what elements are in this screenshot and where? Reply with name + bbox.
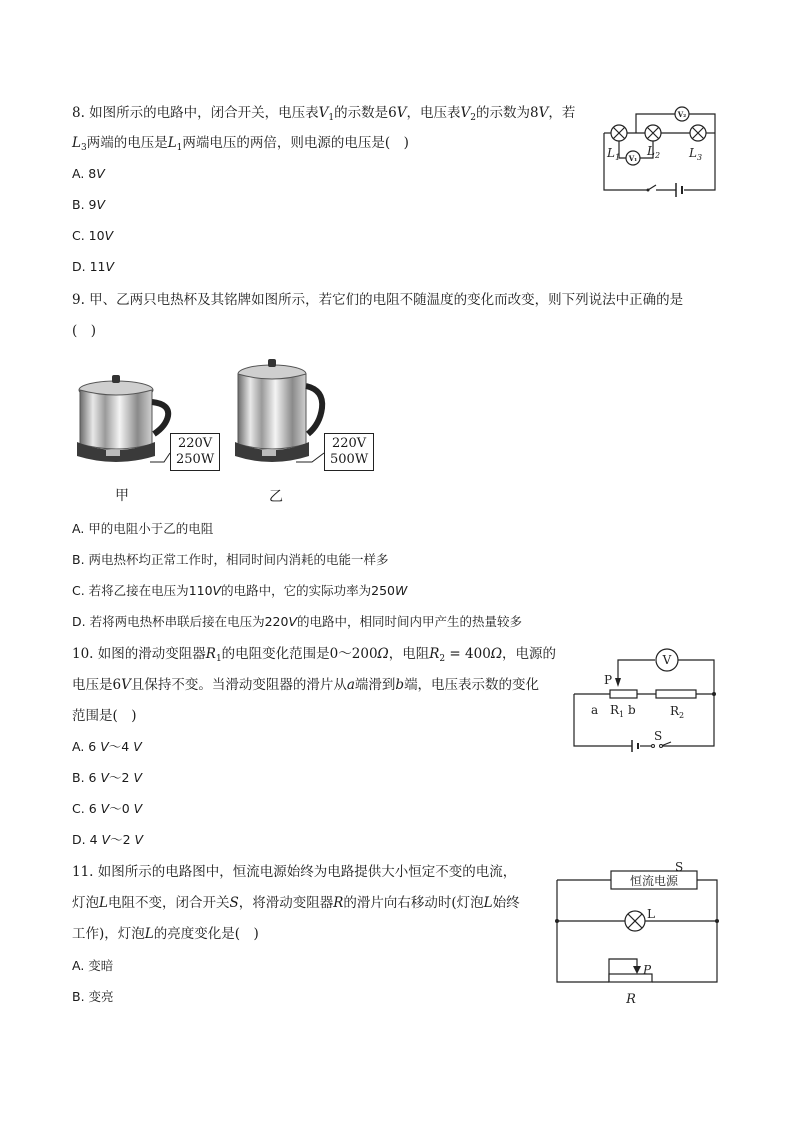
q11-stem-line3: 工作)，灯泡L的亮度变化是( ) bbox=[72, 926, 259, 942]
q11-option-a[interactable]: A. 变暗 bbox=[72, 958, 114, 973]
q9-cup-jia-caption: 甲 bbox=[115, 488, 129, 504]
q10-option-c[interactable]: C. 6 V～0 V bbox=[72, 801, 143, 816]
q8-option-c[interactable]: C. 10V bbox=[72, 228, 114, 243]
q11-diagram-r-label: R bbox=[626, 992, 636, 1007]
q10-diagram-p-label: P bbox=[604, 673, 613, 687]
q8-option-b[interactable]: B. 9V bbox=[72, 197, 106, 212]
q8-diagram-v2-label: V₂ bbox=[677, 110, 687, 119]
q10-diagram-r1-label: $R_1$ bbox=[610, 703, 625, 719]
q10-stem-line3: 范围是( ) bbox=[72, 708, 137, 724]
q11-stem-line2: 灯泡L电阻不变，闭合开关S，将滑动变阻器R的滑片向右移动时(灯泡L始终 bbox=[72, 895, 520, 911]
q9-cup-yi-nameplate: 220V 500W bbox=[324, 433, 374, 471]
q9-option-a[interactable]: A. 甲的电阻小于乙的电阻 bbox=[72, 521, 214, 536]
q11-diagram-source-label: 恒流电源 bbox=[629, 874, 679, 888]
q8-option-a[interactable]: A. 8V bbox=[72, 166, 105, 181]
q11-diagram-l-label: L bbox=[647, 907, 655, 921]
q9-option-b[interactable]: B. 两电热杯均正常工作时，相同时间内消耗的电能一样多 bbox=[72, 552, 389, 567]
q9-cup-jia-nameplate: 220V 250W bbox=[170, 433, 220, 471]
q10-stem-line1: 10. 如图的滑动变阻器$R_1$的电阻变化范围是0～200Ω，电阻$R_2 = 400\Omega$，电源的 bbox=[72, 646, 557, 664]
q10-diagram-b-label: b bbox=[628, 703, 636, 717]
q8-stem-line2: $L_3$两端的电压是$L_1$两端电压的两倍，则电源的电压是( ) bbox=[72, 135, 409, 153]
q10-diagram-s-label: S bbox=[654, 729, 663, 743]
q10-diagram-r2-label: $R_2$ bbox=[670, 704, 685, 720]
q9-cup-yi-caption: 乙 bbox=[269, 489, 283, 505]
q9-option-d[interactable]: D. 若将两电热杯串联后接在电压为220V的电路中，相同时间内甲产生的热量较多 bbox=[72, 614, 523, 629]
q9-stem-line2: ( ) bbox=[72, 323, 97, 339]
q11-option-b[interactable]: B. 变亮 bbox=[72, 989, 114, 1004]
q8-diagram-v1-label: V₁ bbox=[628, 154, 638, 163]
q10-option-d[interactable]: D. 4 V～2 V bbox=[72, 832, 144, 847]
q10-stem-line2: 电压是6V且保持不变。当滑动变阻器的滑片从a端滑到b端，电压表示数的变化 bbox=[72, 677, 540, 693]
q10-option-b[interactable]: B. 6 V～2 V bbox=[72, 770, 143, 785]
q10-option-a[interactable]: A. 6 V～4 V bbox=[72, 739, 142, 754]
q10-diagram-v-label: V bbox=[662, 653, 672, 667]
q8-stem-line1: 8. 如图所示的电路中，闭合开关，电压表$V_1$的示数是6V，电压表$V_2$的示数为8V，若 bbox=[72, 105, 576, 123]
q10-diagram-a-label: a bbox=[591, 703, 599, 717]
q11-stem-line1: 11. 如图所示的电路图中，恒流电源始终为电路提供大小恒定不变的电流， bbox=[72, 864, 517, 880]
q8-diagram-l2-label: $L_2$ bbox=[647, 144, 661, 160]
q8-option-d[interactable]: D. 11V bbox=[72, 259, 115, 274]
q11-diagram-s-label: S bbox=[675, 860, 684, 874]
q11-diagram-p-label: P bbox=[643, 963, 652, 977]
q9-option-c[interactable]: C. 若将乙接在电压为110V的电路中，它的实际功率为250W bbox=[72, 583, 408, 598]
q9-stem-line1: 9. 甲、乙两只电热杯及其铭牌如图所示，若它们的电阻不随温度的变化而改变，则下列说法中正确的是 bbox=[72, 292, 684, 308]
q8-diagram-l1-label: $L_1$ bbox=[607, 146, 621, 162]
q10-circuit-diagram bbox=[570, 648, 720, 752]
q8-diagram-l3-label: $L_3$ bbox=[689, 146, 703, 162]
q11-circuit-diagram bbox=[554, 860, 722, 1010]
